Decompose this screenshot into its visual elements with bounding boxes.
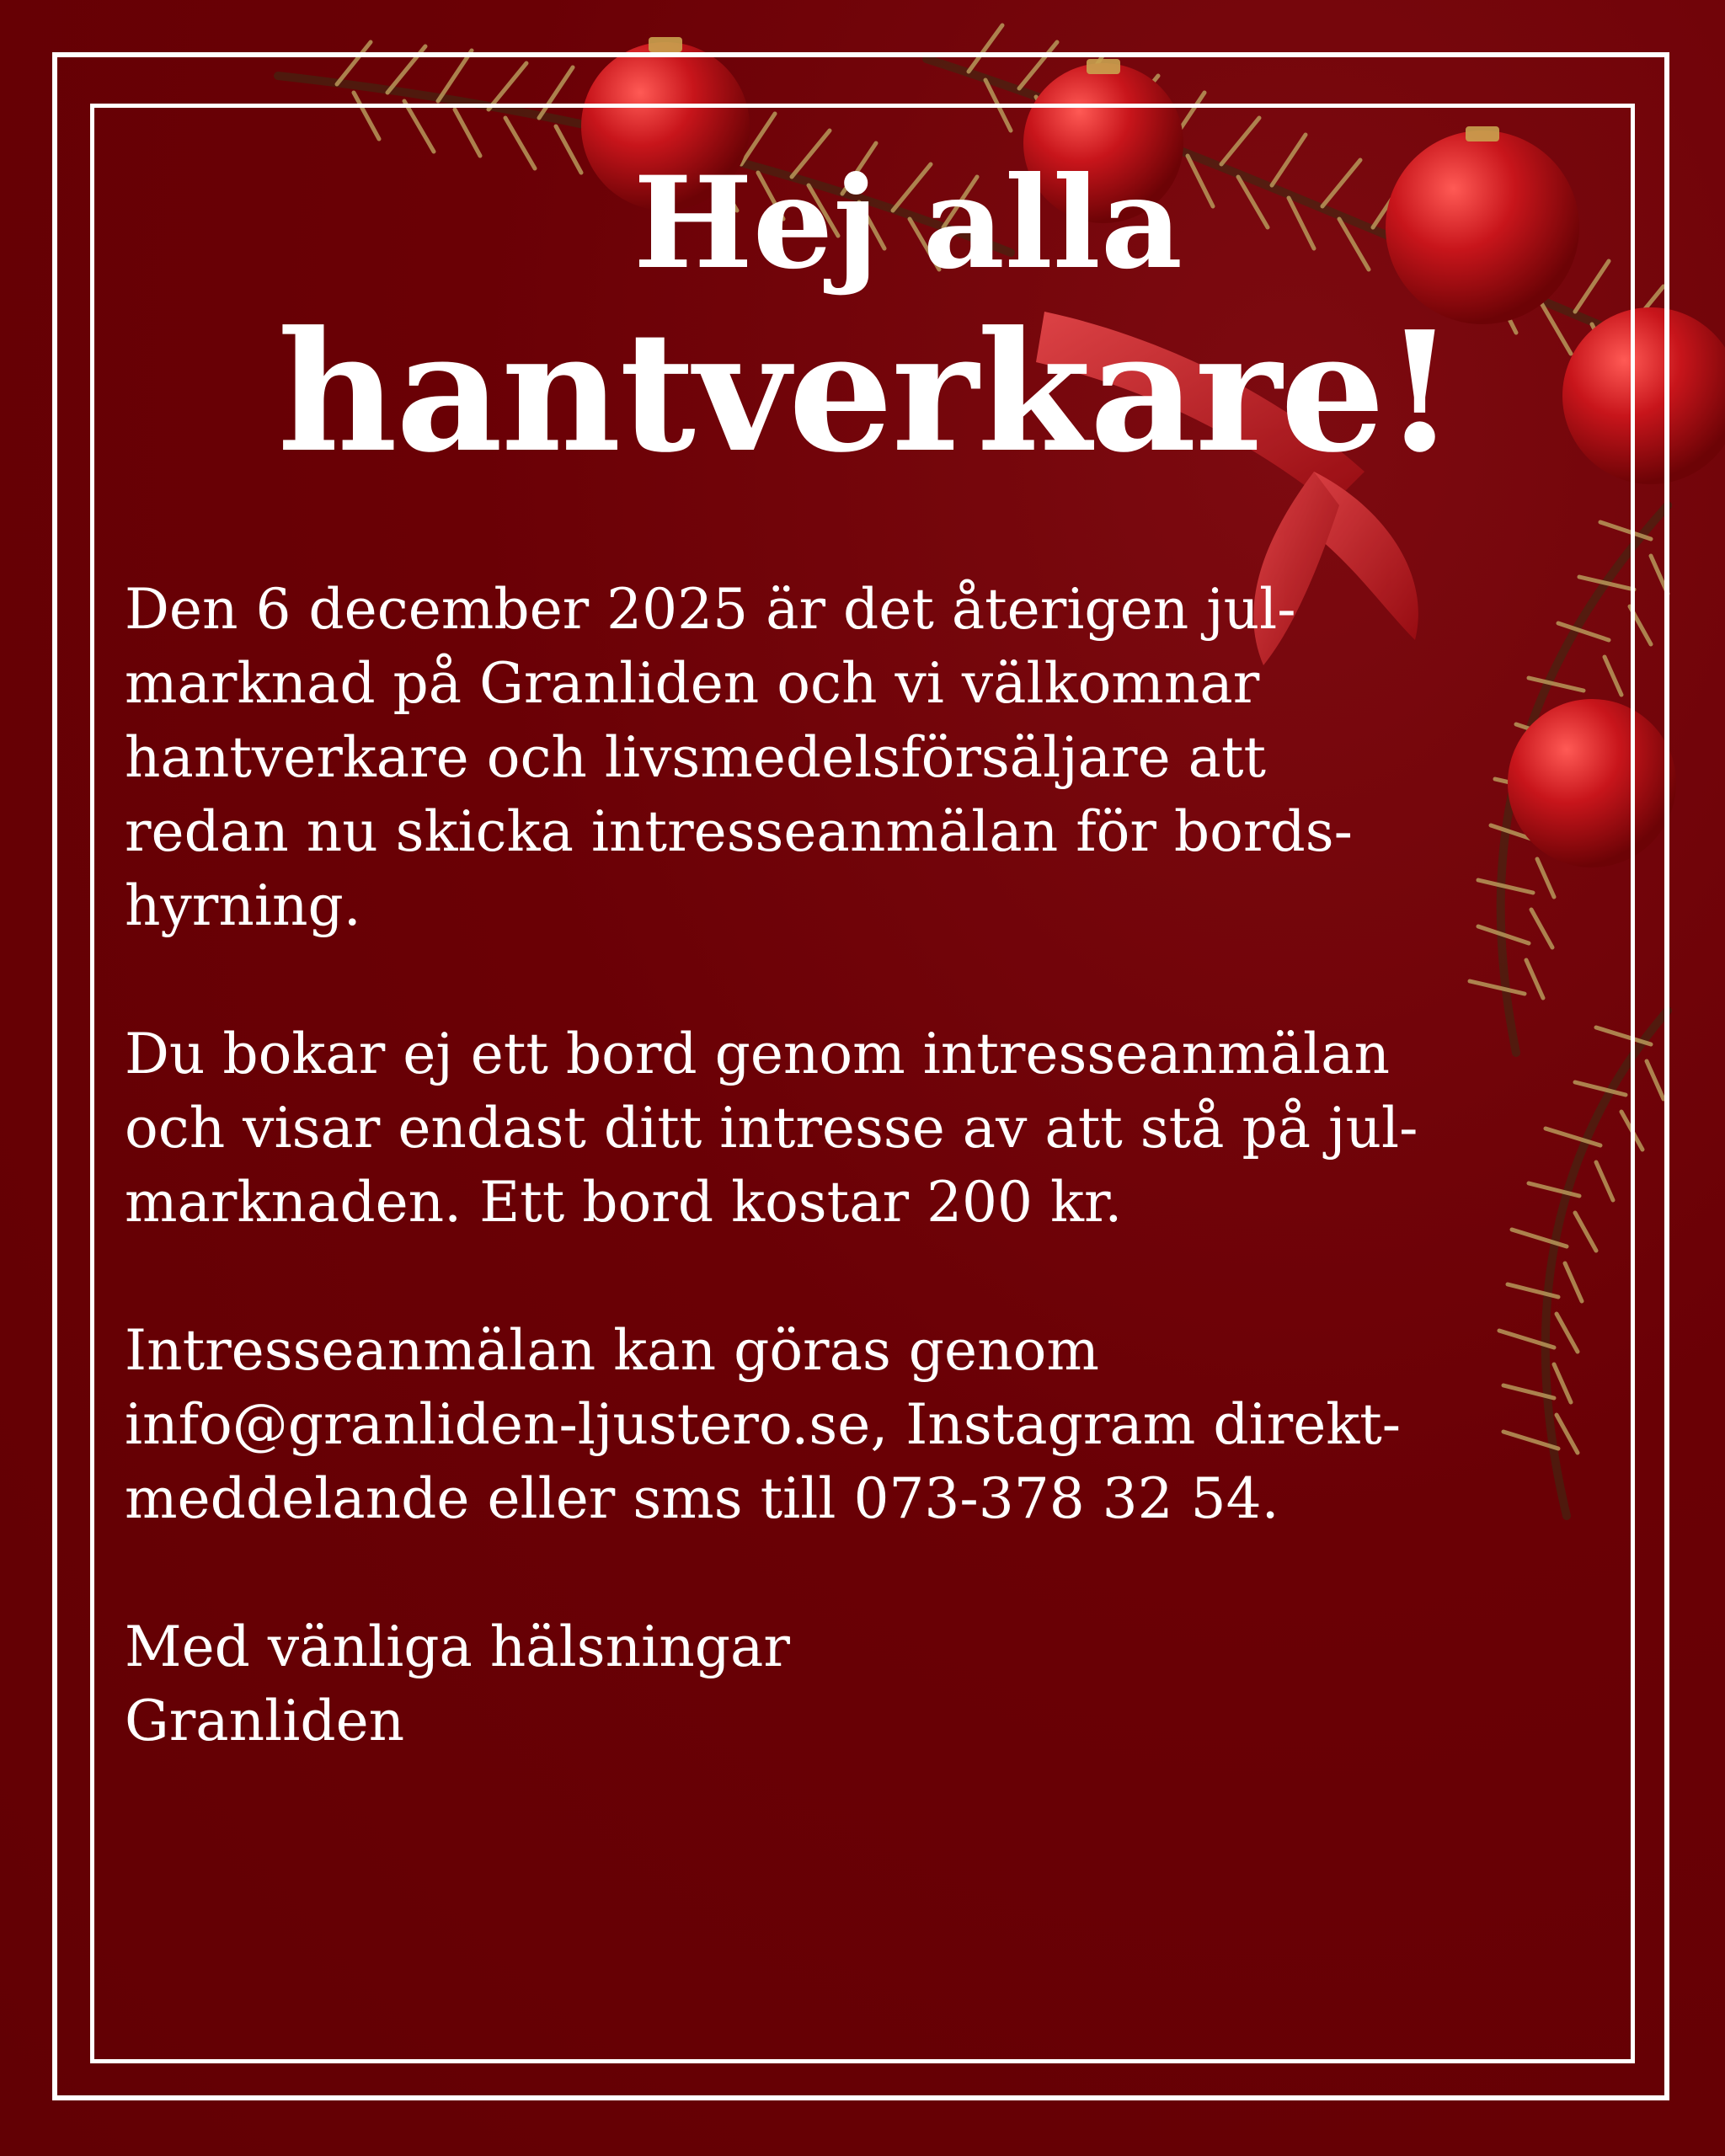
body-text [125, 573, 1607, 1758]
paragraph-booking-info: Du bokar ej ett bord genom intresseanmälan och visar endast ditt intresse av att stå på jul- marknaden. Ett bord kostar 200 kr. [125, 1021, 1418, 1235]
headline-line1: Hej alla [633, 149, 1183, 297]
paragraph-intro: Den 6 december 2025 är det återigen jul- marknad på Granliden och vi välkomnar hantverkare och livsmedelsförsäljare att redan nu skicka intresseanmälan för bords- hyrning. [125, 576, 1353, 938]
signoff: Med vänliga hälsningar Granliden [125, 1614, 790, 1753]
paragraph-contact: Intresseanmälan kan göras genom info@granliden-ljustero.se, Instagram direkt- meddelande eller sms till 073-378 32 54. [125, 1317, 1402, 1531]
headline-line2: hantverkare! [277, 296, 1455, 489]
poster-content [125, 149, 1607, 1758]
